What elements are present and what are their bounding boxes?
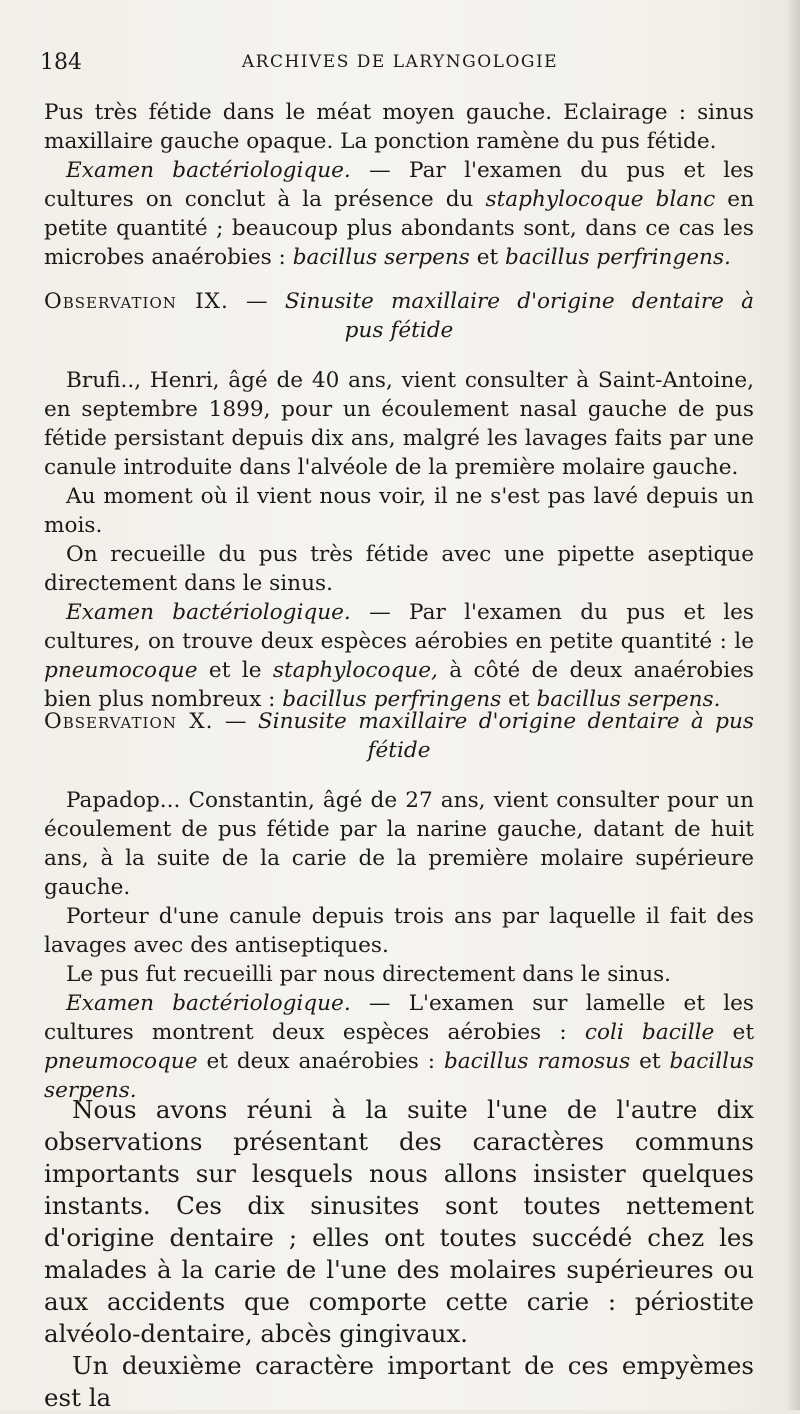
observation-10-label: Observation X.: [44, 709, 214, 734]
section-top: [44, 98, 754, 272]
page-header: [40, 50, 760, 80]
page-edge-shadow: [786, 0, 800, 1410]
top-paragraph-1: Pus très fétide dans le méat moyen gauche. Eclairage : sinus maxillaire gauche opaque. La ponction ramène du pus fétide.: [44, 100, 754, 154]
observation-10-heading: Observation X. — Sinusite maxillaire d'origine dentaire à pus fétide: [44, 709, 754, 763]
observation-9-label: Observation IX.: [44, 289, 229, 314]
obs9-paragraph-2: Au moment où il vient nous voir, il ne s'est pas lavé depuis un mois.: [44, 484, 754, 538]
observation-9-heading: Observation IX. — Sinusite maxillaire d'origine dentaire à pus fétide: [44, 289, 754, 343]
obs9-paragraph-1: Brufi.., Henri, âgé de 40 ans, vient consulter à Saint-Antoine, en septembre 1899, pour un écoulement nasal gauche de pus fétide persistant depuis dix ans, malgré les lavages faits par une canule introduite dans l'alvéole de la première molaire gauche.: [44, 368, 754, 480]
observation-9-body: [44, 366, 754, 714]
top-paragraph-2: Examen bactériologique. — Par l'examen du pus et les cultures on conclut à la présence du staphylocoque blanc en petite quantité ; beaucoup plus abondants sont, dans ce cas les microbes anaérobies : bacillus serpens et bacillus perfringens.: [44, 158, 755, 270]
conclusion-paragraph-1: Nous avons réuni à la suite l'une de l'autre dix observations présentant des caractères communs importants sur lesquels nous allons insister quelques instants. Ces dix sinusites sont toutes nettement d'origine dentaire ; elles ont toutes succédé chez les malades à la carie de l'une des molaires supérieures ou aux accidents que comporte cette carie : périostite alvéolo-dentaire, abcès gingivaux.: [44, 1095, 754, 1348]
conclusion-paragraph-2: Un deuxième caractère important de ces empyèmes est la: [44, 1351, 754, 1412]
obs10-paragraph-3: Le pus fut recueilli par nous directement dans le sinus.: [66, 962, 672, 987]
obs9-paragraph-4: Examen bactériologique. — Par l'examen du pus et les cultures, on trouve deux espèces aérobies en petite quantité : le pneumocoque et le staphylocoque, à côté de deux anaérobies bien plus nombreux : bacillus perfringens et bacillus serpens.: [44, 600, 755, 712]
observation-10-body: [44, 786, 754, 1105]
running-head: ARCHIVES DE LARYNGOLOGIE: [241, 52, 559, 72]
page-number: 184: [40, 50, 82, 75]
obs10-paragraph-2: Porteur d'une canule depuis trois ans par laquelle il fait des lavages avec des antiseptiques.: [44, 904, 754, 958]
exam-label: Examen bactériologique.: [66, 158, 351, 183]
obs10-paragraph-1: Papadop... Constantin, âgé de 27 ans, vient consulter pour un écoulement de pus fétide par la narine gauche, datant de huit ans, à la suite de la carie de la première molaire supérieure gauche.: [44, 788, 754, 900]
observation-10-title: Sinusite maxillaire d'origine dentaire à pus: [257, 709, 754, 734]
obs9-paragraph-3: On recueille du pus très fétide avec une pipette aseptique directement dans le sinus.: [44, 542, 754, 596]
observation-9-title: Sinusite maxillaire d'origine dentaire à: [284, 289, 754, 314]
conclusion-section: [44, 1094, 754, 1414]
obs10-paragraph-4: Examen bactériologique. — L'examen sur lamelle et les cultures montrent deux espèces aérobies : coli bacille et pneumocoque et deux anaérobies : bacillus ramosus et bacillus serpens.: [44, 991, 754, 1103]
